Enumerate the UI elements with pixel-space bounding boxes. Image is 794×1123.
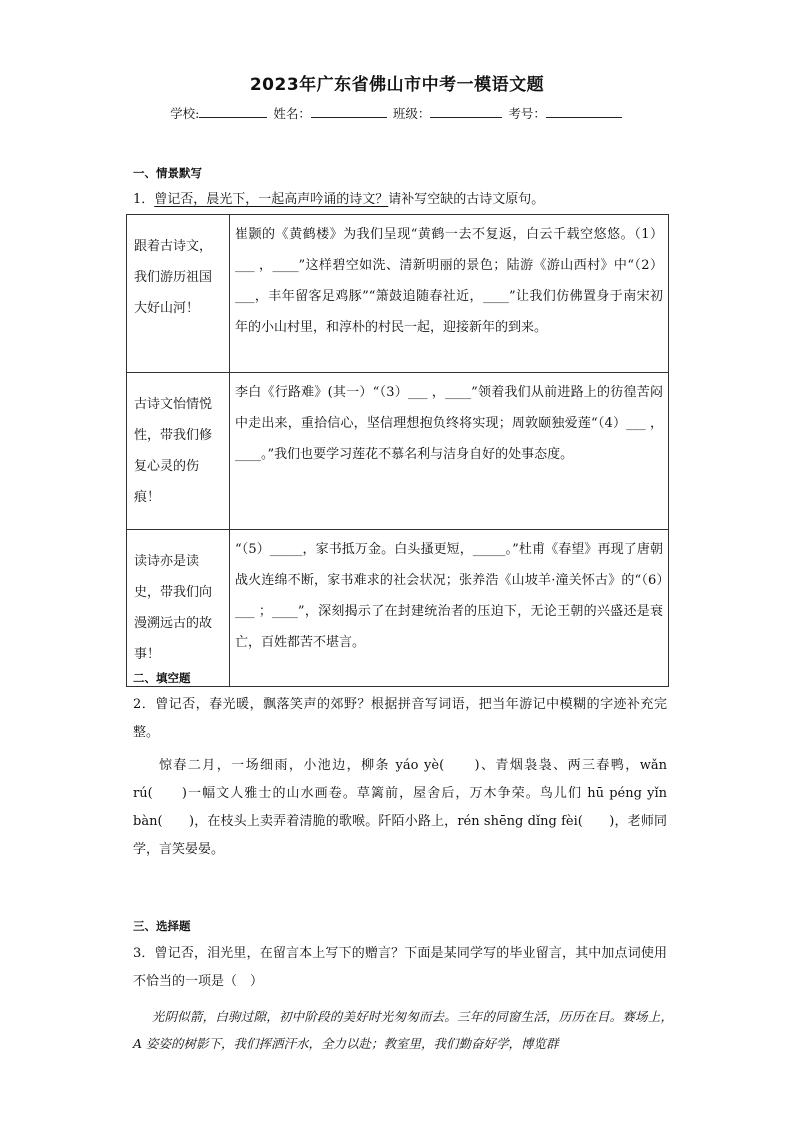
section-heading-2: 二、填空题 (133, 671, 191, 685)
question-1 (133, 186, 667, 213)
table-cell-content: 李白《行路难》(其一）“（3）___ ，____”领着我们从前进路上的彷徨苦闷中走出来，重拾信心，坚信理想抱负终将实现；周敦颐独爱莲“（4）___ ，____。”我们也要学习莲花不慕名利与洁身自好的处事态度。 (230, 373, 669, 530)
question-2-passage: 惊春二月，一场细雨，小池边，柳条 yáo yè( )、青烟袅袅、两三春鸭，wǎn rú( )一幅文人雅士的山水画卷。草篱前，屋舍后，万木争荣。鸟儿们 hū péng yǐn bàn( )，在枝头上卖弄着清脆的歌喉。阡陌小路上，rén shēng dǐng fèi( )，老师同学，言笑晏晏。 (133, 758, 667, 857)
school-blank[interactable] (199, 104, 267, 118)
question-2: 2．曾记否，春光暖，飘落笑声的郊野？根据拼音写词语，把当年游记中模糊的字迹补充完整。 (133, 697, 667, 740)
name-label: 姓名： (273, 106, 311, 121)
table-cell-theme: 跟着古诗文，我们游历祖国大好山河！ (127, 215, 230, 373)
question-1-underlined: 曾记否，晨光下，一起高声吟诵的诗文？ (154, 192, 389, 207)
table-cell-theme: 读诗亦是读史，带我们向漫溯远古的故事！ (127, 530, 230, 687)
school-label: 学校: (170, 106, 200, 121)
exam-number-label: 考号： (508, 106, 546, 121)
class-blank[interactable] (430, 104, 502, 118)
question-3: 3．曾记否，泪光里，在留言本上写下的赠言？下面是某同学写的毕业留言，其中加点词使用不恰当的一项是（ ） (133, 946, 667, 989)
class-label: 班级： (392, 106, 431, 121)
table-row (127, 530, 669, 687)
question-3-quote: 光阴似箭，白驹过隙，初中阶段的美好时光匆匆而去。三年的同窗生活，历历在目。赛场上，A 姿姿的树影下，我们挥洒汗水，全力以赴；教室里，我们勤奋好学，博览群 (133, 1009, 673, 1051)
name-blank[interactable] (311, 104, 387, 118)
poetry-table (126, 214, 669, 687)
table-cell-theme: 古诗文怡情悦性，带我们修复心灵的伤痕！ (127, 373, 230, 530)
table-cell-content: “（5）_____，家书抵万金。白头搔更短，_____。”杜甫《春望》再现了唐朝战火连绵不断，家书难求的社会状况；张养浩《山坡羊·潼关怀古》的“（6）___ ；____”，深刻揭示了在封建统治者的压迫下，无论王朝的兴盛还是衰亡，百姓都苦不堪言。 (230, 530, 669, 687)
table-row (127, 215, 669, 373)
page-title: 2023年广东省佛山市中考一模语文题 (249, 75, 545, 95)
question-1-text: 请补写空缺的古诗文原句。 (388, 192, 545, 207)
question-1-number: 1． (133, 192, 155, 207)
exam-number-blank[interactable] (546, 104, 622, 118)
student-info-line (0, 104, 794, 122)
table-cell-content: 崔颢的《黄鹤楼》为我们呈现“黄鹤一去不复返，白云千载空悠悠。（1）___ ，____”这样碧空如洗、清新明丽的景色；陆游《游山西村》中“（2）___，丰年留客足鸡豚”“箫鼓追随春社近，____”让我们仿佛置身于南宋初年的小山村里，和淳朴的村民一起，迎接新年的到来。 (230, 215, 669, 373)
section-heading-1: 一、情景默写 (133, 166, 202, 180)
section-heading-3: 三、选择题 (133, 919, 191, 933)
table-row (127, 373, 669, 530)
